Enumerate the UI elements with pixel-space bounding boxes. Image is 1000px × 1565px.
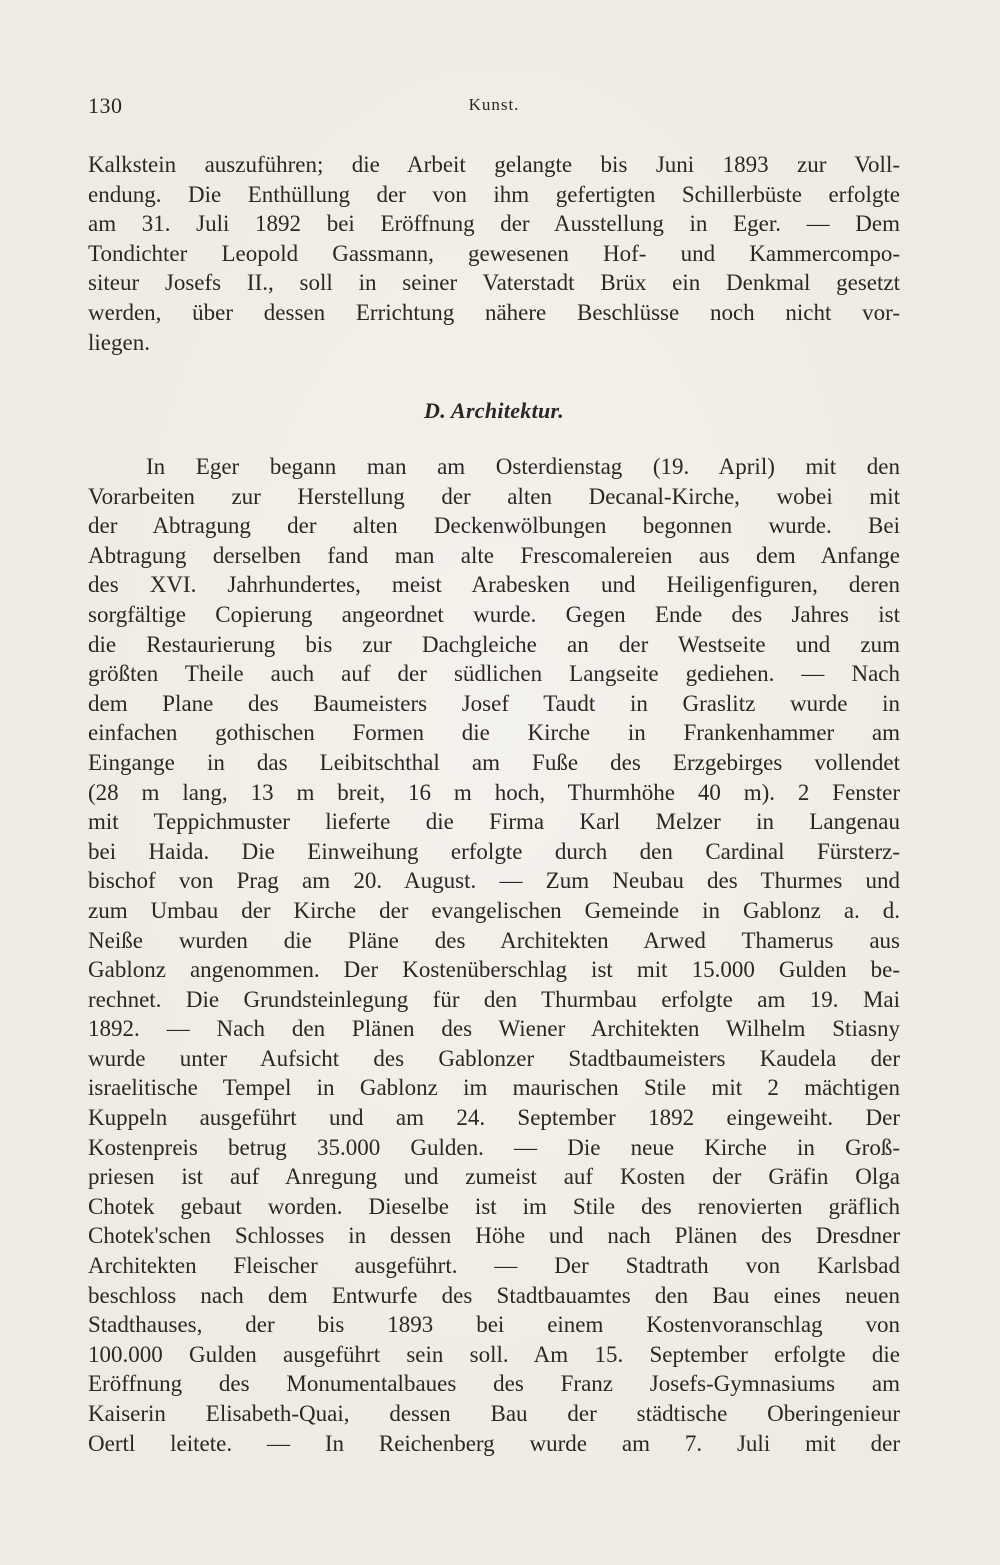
text-line: Architekten Fleischer ausgeführt. — Der Stadtrath von Karlsbad bbox=[88, 1253, 900, 1279]
text-line: Gablonz angenommen. Der Kostenüberschlag ist mit 15.000 Gulden be- bbox=[88, 957, 900, 983]
text-line: Kostenpreis betrug 35.000 Gulden. — Die neue Kirche in Groß- bbox=[88, 1134, 900, 1160]
text-line: größten Theile auch auf der südlichen Langseite gediehen. — Nach bbox=[88, 661, 900, 687]
text-line: wurde unter Aufsicht des Gablonzer Stadtbaumeisters Kaudela der bbox=[88, 1045, 900, 1071]
paragraph-architecture bbox=[88, 452, 900, 1458]
text-line: rechnet. Die Grundsteinlegung für den Thurmbau erfolgte am 19. Mai bbox=[88, 986, 900, 1012]
text-line: bei Haida. Die Einweihung erfolgte durch den Cardinal Fürsterz- bbox=[88, 838, 900, 864]
text-line: Tondichter Leopold Gassmann, gewesenen Hof- und Kammercompo- bbox=[88, 240, 900, 266]
text-line: die Restaurierung bis zur Dachgleiche an der Westseite und zum bbox=[88, 631, 900, 657]
text-line: einfachen gothischen Formen die Kirche in Frankenhammer am bbox=[88, 720, 900, 746]
text-line: israelitische Tempel in Gablonz im maurischen Stile mit 2 mächtigen bbox=[88, 1075, 900, 1101]
text-line: beschloss nach dem Entwurfe des Stadtbauamtes den Bau eines neuen bbox=[88, 1282, 900, 1308]
text-line: Neiße wurden die Pläne des Architekten Arwed Thamerus aus bbox=[88, 927, 900, 953]
text-line: Chotek'schen Schlosses in dessen Höhe und nach Plänen des Dresdner bbox=[88, 1223, 900, 1249]
text-line: Eröffnung des Monumentalbaues des Franz Josefs-Gymnasiums am bbox=[88, 1371, 900, 1397]
page-number: 130 bbox=[88, 93, 123, 118]
text-line: dem Plane des Baumeisters Josef Taudt in Graslitz wurde in bbox=[88, 690, 900, 716]
text-line: des XVI. Jahrhundertes, meist Arabesken und Heiligenfiguren, deren bbox=[88, 572, 900, 598]
text-line: In Eger begann man am Osterdienstag (19. April) mit den bbox=[146, 454, 900, 479]
paragraph-sculpture bbox=[88, 150, 900, 357]
text-line: Abtragung derselben fand man alte Frescomalereien aus dem Anfange bbox=[88, 542, 900, 568]
text-line: siteur Josefs II., soll in seiner Vaterstadt Brüx ein Denkmal gesetzt bbox=[88, 270, 900, 296]
text-line: Eingange in das Leibitschthal am Fuße des Erzgebirges vollendet bbox=[88, 749, 900, 775]
text-line: Kuppeln ausgeführt und am 24. September 1892 eingeweiht. Der bbox=[88, 1105, 900, 1131]
running-head bbox=[88, 93, 900, 123]
text-line: Oertl leitete. — In Reichenberg wurde am 7. Juli mit der bbox=[88, 1430, 900, 1456]
text-line: bischof von Prag am 20. August. — Zum Neubau des Thurmes und bbox=[88, 868, 900, 894]
text-line: werden, über dessen Errichtung nähere Beschlüsse noch nicht vor- bbox=[88, 299, 900, 325]
text-line: zum Umbau der Kirche der evangelischen Gemeinde in Gablonz a. d. bbox=[88, 897, 900, 923]
text-line: priesen ist auf Anregung und zumeist auf Kosten der Gräfin Olga bbox=[88, 1164, 900, 1190]
text-line: liegen. bbox=[88, 329, 150, 355]
text-line: endung. Die Enthüllung der von ihm gefertigten Schillerbüste erfolgte bbox=[88, 181, 900, 207]
text-line: Chotek gebaut worden. Dieselbe ist im Stile des renovierten gräflich bbox=[88, 1193, 900, 1219]
text-line: Kaiserin Elisabeth-Quai, dessen Bau der städtische Oberingenieur bbox=[88, 1401, 900, 1426]
text-line: der Abtragung der alten Deckenwölbungen begonnen wurde. Bei bbox=[88, 513, 900, 539]
text-line: am 31. Juli 1892 bei Eröffnung der Ausstellung in Eger. — Dem bbox=[88, 211, 900, 237]
text-line: Kalkstein auszuführen; die Arbeit gelangte bis Juni 1893 zur Voll- bbox=[88, 152, 900, 177]
text-line: Stadthauses, der bis 1893 bei einem Kostenvoranschlag von bbox=[88, 1312, 900, 1338]
section-heading: D. Architektur. bbox=[424, 398, 564, 423]
text-line: sorgfältige Copierung angeordnet wurde. Gegen Ende des Jahres ist bbox=[88, 601, 900, 627]
text-line: (28 m lang, 13 m breit, 16 m hoch, Thurmhöhe 40 m). 2 Fenster bbox=[88, 779, 900, 805]
text-line: 1892. — Nach den Plänen des Wiener Architekten Wilhelm Stiasny bbox=[88, 1016, 900, 1042]
section-title: Kunst. bbox=[468, 95, 520, 114]
text-line: mit Teppichmuster lieferte die Firma Karl Melzer in Langenau bbox=[88, 809, 900, 835]
text-line: Vorarbeiten zur Herstellung der alten Decanal-Kirche, wobei mit bbox=[88, 483, 900, 509]
text-line: 100.000 Gulden ausgeführt sein soll. Am 15. September erfolgte die bbox=[88, 1341, 900, 1367]
